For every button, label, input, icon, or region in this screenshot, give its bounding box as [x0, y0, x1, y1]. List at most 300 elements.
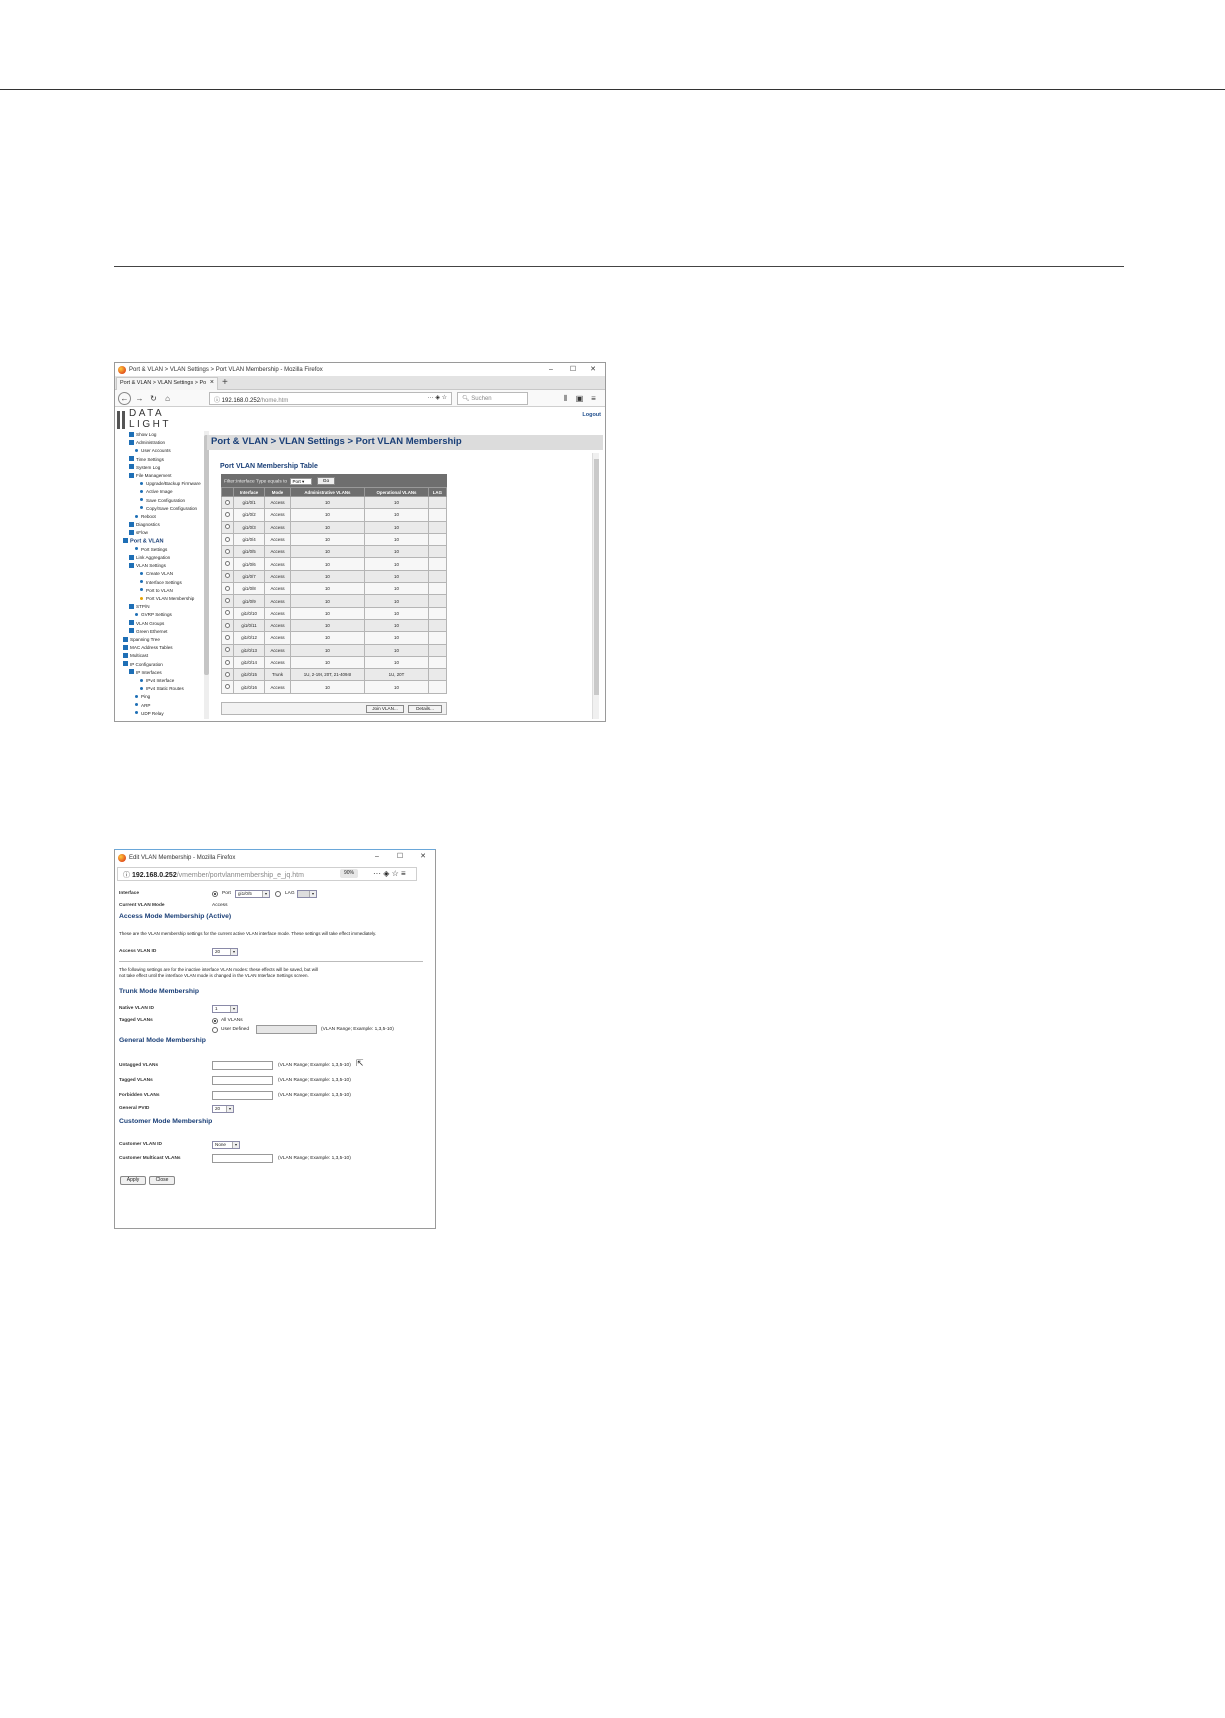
sidebar-item-label: IP Interfaces: [136, 669, 162, 675]
browser-window-vlan-membership: [114, 362, 606, 722]
row-select-cell[interactable]: [222, 521, 234, 533]
sidebar-item[interactable]: [129, 620, 164, 627]
sidebar-item[interactable]: [140, 595, 194, 602]
sidebar-item-label: Multicast: [130, 653, 149, 659]
table-cell: 10: [290, 607, 364, 619]
bullet-icon: [140, 588, 143, 591]
expand-icon[interactable]: [123, 645, 128, 650]
table-cell: 10: [365, 607, 429, 619]
table-cell: 10: [365, 497, 429, 509]
row-select-cell[interactable]: [222, 681, 234, 693]
customer-vlan-label: Customer VLAN ID: [119, 1142, 162, 1147]
bullet-icon: [135, 613, 138, 616]
table-cell: 10: [290, 521, 364, 533]
expand-icon[interactable]: [123, 653, 128, 658]
trunk-mode-heading: Trunk Mode Membership: [119, 988, 200, 995]
expand-icon[interactable]: [129, 432, 134, 437]
row-select-cell[interactable]: [222, 497, 234, 509]
table-row[interactable]: [222, 497, 447, 509]
customer-mode-heading: Customer Mode Membership: [119, 1118, 213, 1125]
sidebar-item-label: File Management: [136, 473, 172, 478]
row-radio[interactable]: [225, 660, 230, 665]
table-cell: Access: [265, 681, 290, 693]
section-rule: [114, 266, 1124, 267]
table-cell: Access: [265, 509, 290, 521]
close-icon[interactable]: ✕: [420, 853, 426, 860]
sidebar-item-label: IPv4 Static Routes: [146, 686, 184, 692]
table-cell: [428, 509, 446, 521]
user-defined-vlans-input[interactable]: [256, 1025, 317, 1034]
row-select-cell[interactable]: [222, 619, 234, 631]
row-radio[interactable]: [225, 598, 230, 603]
table-cell: [428, 558, 446, 570]
user-defined-label: User Defined: [221, 1027, 249, 1032]
interface-type-value: Port: [292, 478, 301, 484]
bullet-icon: [140, 572, 143, 575]
sidebar-toggle-icon[interactable]: ▣: [575, 394, 584, 403]
sidebar-item[interactable]: [129, 464, 160, 471]
table-cell: Access: [265, 607, 290, 619]
column-header: Administrative VLANs: [290, 488, 364, 497]
apply-button[interactable]: Apply: [120, 1176, 146, 1185]
maximize-icon[interactable]: ☐: [569, 366, 577, 373]
port-select[interactable]: [235, 890, 270, 898]
sidebar-item[interactable]: [135, 546, 167, 553]
table-row[interactable]: [222, 558, 447, 570]
table-cell: [428, 570, 446, 582]
table-cell: Access: [265, 558, 290, 570]
window-title: Edit VLAN Membership - Mozilla Firefox: [129, 854, 236, 861]
table-cell: Access: [265, 632, 290, 644]
row-select-cell[interactable]: [222, 644, 234, 656]
row-select-cell[interactable]: [222, 509, 234, 521]
logo-text-line1: DATA: [129, 408, 165, 419]
sidebar-item[interactable]: [140, 480, 201, 487]
table-row[interactable]: [222, 607, 447, 619]
library-icon[interactable]: ⫴: [563, 394, 568, 403]
reload-icon[interactable]: ↻: [150, 394, 157, 403]
current-mode-value: Access: [212, 903, 228, 908]
sidebar-item[interactable]: [123, 652, 148, 659]
table-row[interactable]: [222, 533, 447, 545]
tab-close-icon[interactable]: ×: [209, 379, 214, 386]
table-cell: gi1/0/15: [233, 669, 265, 681]
table-cell: Access: [265, 533, 290, 545]
row-select-cell[interactable]: [222, 607, 234, 619]
url-host: 192.168.0.252: [131, 872, 177, 879]
sidebar-item[interactable]: [123, 644, 173, 651]
table-row[interactable]: [222, 656, 447, 668]
sidebar-item-label: sFlow: [136, 530, 148, 536]
sidebar-item[interactable]: [129, 456, 164, 463]
row-radio[interactable]: [225, 610, 230, 615]
row-radio[interactable]: [225, 684, 230, 689]
range-hint: (VLAN Range; Example: 1,3,5-10): [278, 1063, 351, 1068]
info-icon[interactable]: ⓘ: [214, 398, 222, 404]
back-icon[interactable]: ←: [118, 392, 131, 405]
maximize-icon[interactable]: ☐: [396, 853, 404, 860]
row-select-cell[interactable]: [222, 533, 234, 545]
table-title: Port VLAN Membership Table: [220, 463, 318, 470]
bullet-icon: [135, 449, 138, 452]
content-scrollbar-thumb[interactable]: [594, 459, 599, 695]
table-cell: 10: [290, 595, 364, 607]
row-select-cell[interactable]: [222, 669, 234, 681]
table-cell: Trunk: [265, 669, 290, 681]
row-radio[interactable]: [225, 561, 230, 566]
untagged-vlans-input[interactable]: [212, 1061, 273, 1070]
top-rule: [0, 89, 1225, 90]
sidebar-item[interactable]: [135, 513, 156, 520]
minimize-icon[interactable]: –: [375, 853, 379, 860]
url-bar[interactable]: [209, 392, 452, 405]
row-radio[interactable]: [225, 647, 230, 652]
tab-vlan-membership[interactable]: [116, 377, 218, 390]
sidebar-item[interactable]: [135, 611, 172, 618]
general-tagged-vlans-label: Tagged VLANs: [119, 1078, 153, 1083]
sidebar-item-label: Copy/Save Configuration: [146, 505, 198, 511]
row-select-cell[interactable]: [222, 546, 234, 558]
expand-icon[interactable]: [129, 473, 134, 478]
table-row[interactable]: [222, 681, 447, 693]
row-radio[interactable]: [225, 524, 230, 529]
chevron-down-icon: ▾: [230, 1006, 237, 1012]
table-cell: [428, 619, 446, 631]
row-radio[interactable]: [225, 500, 230, 505]
port-radio[interactable]: [212, 891, 218, 897]
close-icon[interactable]: ✕: [590, 366, 596, 373]
url-path: /home.htm: [260, 398, 289, 404]
range-hint: (VLAN Range; Example: 1,3,5-10): [278, 1156, 351, 1161]
sidebar-item[interactable]: [140, 505, 197, 512]
breadcrumb-bar: [207, 435, 603, 450]
expand-icon[interactable]: [129, 456, 134, 461]
expand-icon[interactable]: [129, 604, 134, 609]
customer-multicast-input[interactable]: [212, 1154, 273, 1163]
access-mode-description: These are the VLAN membership settings for the current active VLAN interface mode. These settings will take effect immediately.: [119, 931, 377, 936]
close-button[interactable]: Close: [149, 1176, 175, 1185]
sidebar-item-label: Show Log: [136, 432, 157, 437]
window-titlebar: [115, 363, 605, 376]
table-cell: 10: [365, 595, 429, 607]
sidebar-item[interactable]: [135, 447, 171, 454]
sidebar-item[interactable]: [129, 554, 170, 561]
table-cell: 10: [365, 570, 429, 582]
info-icon[interactable]: ⓘ: [123, 872, 132, 879]
column-header: Operational VLANs: [365, 488, 429, 497]
range-hint: (VLAN Range; Example: 1,3,5-10): [278, 1078, 351, 1083]
sidebar-item-label: Spanning Tree: [130, 637, 160, 642]
table-row[interactable]: [222, 521, 447, 533]
expand-icon[interactable]: [123, 538, 128, 543]
row-select-cell[interactable]: [222, 583, 234, 595]
sidebar-item[interactable]: [135, 702, 150, 709]
row-select-cell[interactable]: [222, 595, 234, 607]
breadcrumb: Port & VLAN > VLAN Settings > Port VLAN Membership: [211, 436, 462, 447]
sidebar-item-label: Link Aggregation: [136, 555, 171, 560]
table-cell: gi1/0/6: [233, 558, 265, 570]
table-cell: [428, 632, 446, 644]
expand-icon[interactable]: [129, 555, 134, 560]
table-cell: gi1/0/4: [233, 533, 265, 545]
table-cell: 10: [290, 558, 364, 570]
chevron-down-icon: ▾: [309, 891, 316, 897]
table-row[interactable]: [222, 619, 447, 631]
general-pvid-select[interactable]: [212, 1105, 234, 1113]
table-row[interactable]: [222, 509, 447, 521]
table-cell: gi1/0/12: [233, 632, 265, 644]
expand-icon[interactable]: [129, 620, 134, 625]
page-actions-icon[interactable]: ··· ◈ ☆: [427, 395, 447, 401]
lag-radio[interactable]: [275, 891, 281, 897]
go-button[interactable]: Go: [317, 477, 335, 485]
sidebar-item[interactable]: [123, 661, 163, 668]
window-title: Port & VLAN > VLAN Settings > Port VLAN Membership - Mozilla Firefox: [129, 366, 323, 373]
table-cell: gi1/0/3: [233, 521, 265, 533]
table-cell: 10: [365, 583, 429, 595]
expand-icon[interactable]: [129, 563, 134, 568]
divider: [119, 961, 423, 962]
bullet-icon: [135, 547, 138, 550]
table-cell: gi1/0/8: [233, 583, 265, 595]
browser-window-edit-vlan: [114, 849, 436, 1229]
general-mode-heading: General Mode Membership: [119, 1037, 206, 1044]
navigation-tree: [117, 431, 201, 721]
details-button[interactable]: Details...: [408, 705, 442, 713]
table-cell: Access: [265, 521, 290, 533]
table-cell: Access: [265, 595, 290, 607]
customer-multicast-label: Customer Multicast VLANs: [119, 1156, 181, 1161]
expand-icon[interactable]: [129, 440, 134, 445]
forward-icon[interactable]: →: [135, 394, 144, 403]
sidebar-scrollbar-thumb[interactable]: [204, 435, 209, 675]
sidebar-item[interactable]: [140, 677, 174, 684]
all-vlans-radio[interactable]: [212, 1018, 218, 1024]
row-select-cell[interactable]: [222, 558, 234, 570]
chevron-down-icon: ▾: [232, 1142, 239, 1148]
bullet-icon: [140, 597, 143, 600]
sidebar-item[interactable]: [140, 570, 173, 577]
sidebar-item[interactable]: [129, 628, 167, 635]
sidebar-item[interactable]: [140, 497, 185, 504]
table-cell: [428, 644, 446, 656]
all-vlans-label: All VLANs: [221, 1018, 243, 1023]
row-radio[interactable]: [225, 573, 230, 578]
expand-icon[interactable]: [129, 522, 134, 527]
sidebar-item[interactable]: [129, 521, 160, 528]
bullet-icon: [135, 711, 138, 714]
general-pvid-label: General PVID: [119, 1106, 150, 1111]
sidebar-item-label: UDP Relay: [141, 710, 164, 716]
table-cell: [428, 533, 446, 545]
sidebar-item[interactable]: [123, 636, 160, 643]
table-row[interactable]: [222, 644, 447, 656]
sidebar-item[interactable]: [135, 693, 150, 700]
bullet-icon: [135, 703, 138, 706]
tab-label: Port & VLAN > VLAN Settings > Po: [120, 380, 207, 386]
sidebar-item-label: MAC Address Tables: [130, 645, 173, 651]
row-select-cell[interactable]: [222, 570, 234, 582]
table-cell: 10: [365, 521, 429, 533]
sidebar-item[interactable]: [140, 685, 184, 692]
sidebar-item-label: VLAN Groups: [136, 620, 165, 626]
expand-icon[interactable]: [129, 628, 134, 633]
table-cell: 1U, 20T: [365, 669, 429, 681]
sidebar-item-label: Diagnostics: [136, 522, 160, 528]
search-input[interactable]: 🔍︎ Suchen: [457, 392, 528, 405]
table-cell: Access: [265, 546, 290, 558]
table-cell: [428, 595, 446, 607]
table-cell: 10: [365, 681, 429, 693]
firefox-icon: [118, 366, 126, 374]
tagged-vlans-label: Tagged VLANs: [119, 1018, 153, 1023]
table-row[interactable]: [222, 632, 447, 644]
table-cell: gi1/0/14: [233, 656, 265, 668]
table-cell: 10: [290, 497, 364, 509]
bullet-icon: [140, 506, 143, 509]
sidebar-item[interactable]: [140, 579, 182, 586]
vlan-membership-table: [221, 487, 447, 694]
range-hint: (VLAN Range; Example: 1,3,5-10): [278, 1093, 351, 1098]
table-cell: 10: [365, 509, 429, 521]
sidebar-item[interactable]: [129, 669, 162, 676]
sidebar-item[interactable]: [129, 603, 150, 610]
access-mode-heading: Access Mode Membership (Active): [119, 913, 232, 920]
general-pvid-value: 20: [215, 1106, 221, 1111]
sidebar-item-label: Interface Settings: [146, 579, 182, 585]
port-select-value: gi1/0/5: [238, 891, 252, 896]
sidebar-item[interactable]: [129, 562, 166, 569]
table-cell: gi1/0/5: [233, 546, 265, 558]
row-radio[interactable]: [225, 635, 230, 640]
sidebar-item-label: Ping: [141, 694, 151, 700]
bullet-icon: [135, 515, 138, 518]
table-cell: 10: [290, 533, 364, 545]
join-vlan-button[interactable]: Join VLAN...: [366, 705, 404, 713]
url-bar[interactable]: [117, 867, 417, 881]
user-defined-radio[interactable]: [212, 1027, 218, 1033]
table-cell: gi1/0/2: [233, 509, 265, 521]
bullet-icon: [135, 695, 138, 698]
sidebar-item[interactable]: [129, 431, 156, 438]
table-cell: 10: [365, 619, 429, 631]
interface-type-select[interactable]: Port ▾: [290, 478, 312, 485]
expand-icon[interactable]: [129, 464, 134, 469]
customer-vlan-select[interactable]: [212, 1141, 240, 1149]
expand-icon[interactable]: [129, 530, 134, 535]
table-cell: 10: [290, 644, 364, 656]
table-cell: 1U, 2-19I, 20T, 21-4094I: [290, 669, 364, 681]
table-row[interactable]: [222, 669, 447, 681]
chevron-down-icon: ▾: [226, 1106, 233, 1112]
sidebar-item[interactable]: [129, 529, 148, 536]
inactive-description-1: The following settings are for the inactive interface VLAN modes: these effects will be saved, but will: [119, 967, 319, 972]
content-scrollbar[interactable]: [592, 453, 599, 719]
access-vlan-label: Access VLAN ID: [119, 949, 157, 954]
row-radio[interactable]: [225, 586, 230, 591]
sidebar-item-label: IP Configuration: [130, 661, 163, 667]
table-cell: [428, 521, 446, 533]
row-radio[interactable]: [225, 537, 230, 542]
menu-icon[interactable]: ≡: [591, 394, 596, 403]
table-row[interactable]: [222, 570, 447, 582]
sidebar-item[interactable]: [129, 439, 165, 446]
table-cell: gi1/0/7: [233, 570, 265, 582]
sidebar-item-label: Upgrade/Backup Firmware: [146, 481, 201, 487]
sidebar-item[interactable]: [129, 472, 172, 479]
table-cell: gi1/0/13: [233, 644, 265, 656]
row-radio[interactable]: [225, 623, 230, 628]
bullet-icon: [140, 498, 143, 501]
new-tab-icon[interactable]: +: [222, 377, 228, 388]
chevron-down-icon: ▾: [230, 949, 237, 955]
row-radio[interactable]: [225, 512, 230, 517]
bullet-icon: [140, 679, 143, 682]
tab-bar: [115, 376, 605, 390]
home-icon[interactable]: ⌂: [165, 394, 170, 403]
table-row[interactable]: [222, 595, 447, 607]
page-actions-icon[interactable]: ··· ◈ ☆ ≡: [373, 869, 406, 878]
table-cell: [428, 583, 446, 595]
table-cell: 10: [290, 570, 364, 582]
access-vlan-select[interactable]: [212, 948, 238, 956]
table-cell: [428, 669, 446, 681]
table-cell: Access: [265, 583, 290, 595]
table-cell: 10: [365, 546, 429, 558]
row-select-cell[interactable]: [222, 656, 234, 668]
table-cell: [428, 546, 446, 558]
sidebar-item-label: Active Image: [146, 489, 173, 495]
current-mode-label: Current VLAN Mode: [119, 903, 165, 908]
sidebar-item-label: ARP: [141, 702, 151, 708]
sidebar-item[interactable]: [135, 710, 164, 717]
forbidden-vlans-input[interactable]: [212, 1091, 273, 1100]
minimize-icon[interactable]: –: [549, 366, 553, 373]
native-vlan-value: 1: [215, 1006, 218, 1011]
row-select-cell[interactable]: [222, 632, 234, 644]
table-cell: Access: [265, 570, 290, 582]
table-row[interactable]: [222, 546, 447, 558]
sidebar-item[interactable]: [140, 587, 173, 594]
expand-icon[interactable]: [123, 661, 128, 666]
table-row[interactable]: [222, 583, 447, 595]
port-label: Port: [222, 891, 231, 896]
native-vlan-select[interactable]: [212, 1005, 238, 1013]
table-footer: [221, 702, 447, 715]
bullet-icon: [140, 580, 143, 583]
inactive-description-2: not take effect until the interface VLAN mode is changed in the VLAN Interface Settings screen.: [119, 973, 309, 978]
sidebar-item-label: Green Ethernet: [136, 628, 168, 634]
zoom-level[interactable]: 90%: [340, 869, 358, 878]
window-titlebar: [115, 850, 435, 865]
table-cell: 10: [290, 546, 364, 558]
bullet-icon: [140, 482, 143, 485]
sidebar-item[interactable]: [123, 538, 164, 545]
table-cell: Access: [265, 497, 290, 509]
native-vlan-label: Native VLAN ID: [119, 1006, 154, 1011]
expand-icon[interactable]: [123, 637, 128, 642]
expand-icon[interactable]: [129, 669, 134, 674]
filter-bar: [221, 474, 447, 487]
row-radio[interactable]: [225, 672, 230, 677]
general-tagged-vlans-input[interactable]: [212, 1076, 273, 1085]
lag-select[interactable]: [297, 890, 317, 898]
logout-link[interactable]: Logout: [582, 412, 601, 418]
row-radio[interactable]: [225, 549, 230, 554]
interface-label: Interface: [119, 891, 139, 896]
sidebar-item[interactable]: [140, 488, 173, 495]
sidebar-item-label: GVRP Settings: [141, 612, 172, 618]
